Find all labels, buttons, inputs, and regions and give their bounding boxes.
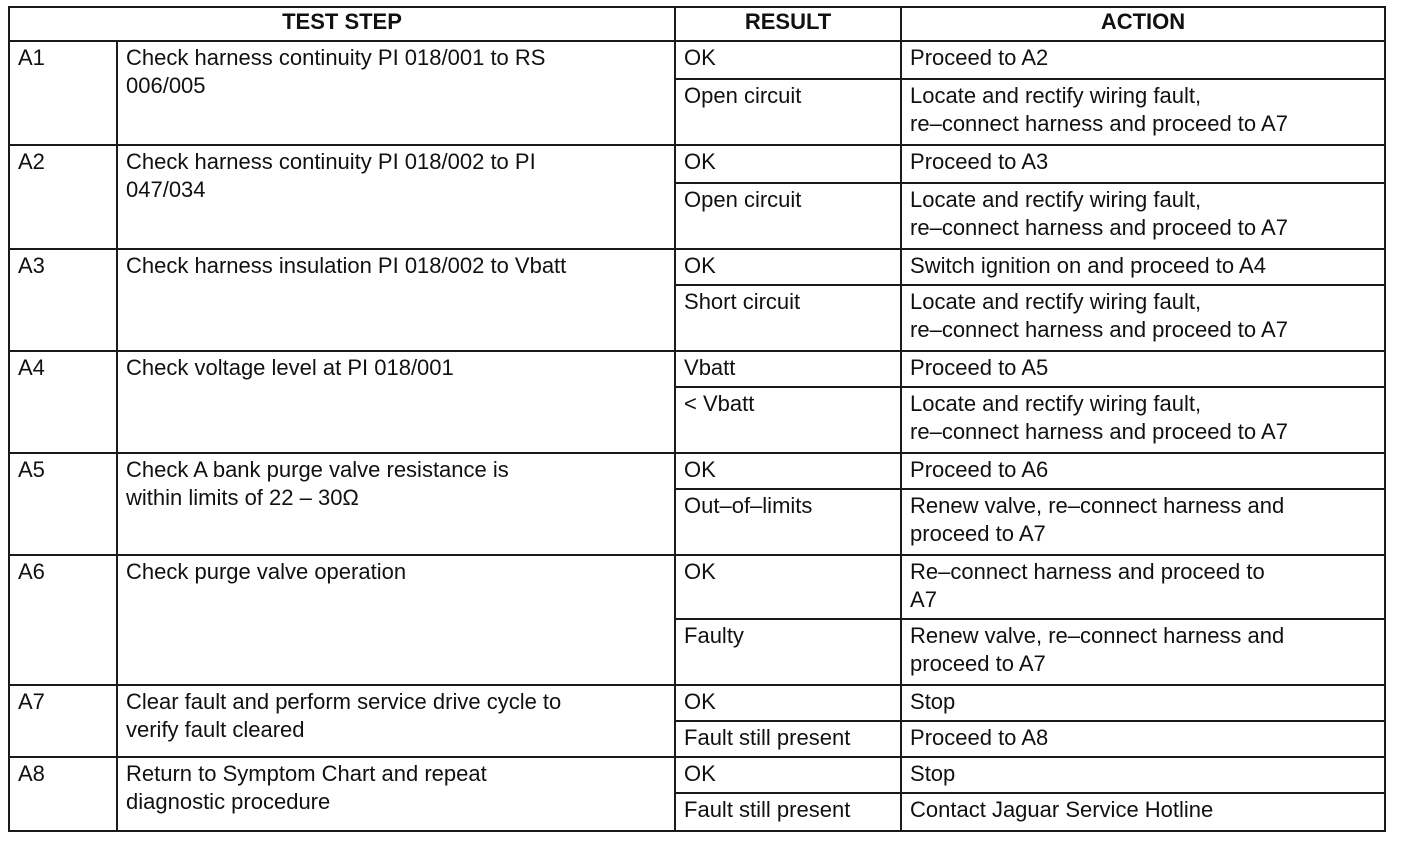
result-cell: OK [675, 453, 901, 489]
action-cell [901, 489, 1385, 555]
diagnostic-table [8, 6, 1386, 832]
table-row [9, 249, 1385, 285]
action-cell [901, 721, 1385, 757]
action-cell [901, 387, 1385, 453]
step-id: A3 [9, 249, 117, 351]
step-description-line: Check A bank purge valve resistance is [126, 457, 509, 482]
step-description-line: Check purge valve operation [126, 559, 407, 584]
step-description [117, 757, 675, 831]
step-id: A7 [9, 685, 117, 757]
step-description-line: Clear fault and perform service drive cycle to [126, 689, 562, 714]
step-id: A2 [9, 145, 117, 249]
action-line: Proceed to A6 [910, 457, 1049, 482]
step-description-line: within limits of 22 – 30Ω [126, 485, 359, 510]
step-description-line: Check harness continuity PI 018/001 to RS [126, 45, 546, 70]
table-row [9, 351, 1385, 387]
result-cell: Out–of–limits [675, 489, 901, 555]
table-body [9, 41, 1385, 831]
action-line: re–connect harness and proceed to A7 [910, 419, 1288, 444]
action-cell [901, 793, 1385, 831]
action-cell [901, 351, 1385, 387]
result-cell: OK [675, 249, 901, 285]
header-result: RESULT [675, 7, 901, 41]
table-row [9, 453, 1385, 489]
result-cell: OK [675, 555, 901, 619]
action-line: proceed to A7 [910, 521, 1046, 546]
action-line: A7 [910, 587, 937, 612]
action-line: Re–connect harness and proceed to [910, 559, 1265, 584]
table-row [9, 41, 1385, 79]
step-description [117, 685, 675, 757]
action-line: Locate and rectify wiring fault, [910, 289, 1202, 314]
action-line: Locate and rectify wiring fault, [910, 187, 1202, 212]
step-description [117, 249, 675, 351]
action-line: Renew valve, re–connect harness and [910, 623, 1285, 648]
result-cell: Open circuit [675, 79, 901, 145]
action-line: Switch ignition on and proceed to A4 [910, 253, 1266, 278]
step-description-line: Return to Symptom Chart and repeat [126, 761, 487, 786]
step-id: A8 [9, 757, 117, 831]
action-line: Locate and rectify wiring fault, [910, 391, 1202, 416]
header-action: ACTION [901, 7, 1385, 41]
result-cell: Faulty [675, 619, 901, 685]
step-description-line: Check harness continuity PI 018/002 to PI [126, 149, 536, 174]
step-description-line: diagnostic procedure [126, 789, 331, 814]
result-cell: Vbatt [675, 351, 901, 387]
table-row [9, 685, 1385, 721]
action-cell [901, 685, 1385, 721]
result-cell: Fault still present [675, 793, 901, 831]
result-cell: OK [675, 41, 901, 79]
header-test-step: TEST STEP [9, 7, 675, 41]
action-cell [901, 249, 1385, 285]
step-id: A1 [9, 41, 117, 145]
result-cell: Open circuit [675, 183, 901, 249]
step-description [117, 453, 675, 555]
step-description [117, 41, 675, 145]
action-line: Stop [910, 761, 956, 786]
action-line: re–connect harness and proceed to A7 [910, 215, 1288, 240]
action-line: Proceed to A2 [910, 45, 1049, 70]
action-line: Contact Jaguar Service Hotline [910, 797, 1214, 822]
step-description-line: verify fault cleared [126, 717, 305, 742]
table-row [9, 757, 1385, 793]
step-description-line: 047/034 [126, 177, 206, 202]
step-id: A5 [9, 453, 117, 555]
action-line: proceed to A7 [910, 651, 1046, 676]
action-line: re–connect harness and proceed to A7 [910, 317, 1288, 342]
step-description [117, 351, 675, 453]
step-id: A6 [9, 555, 117, 685]
action-line: Proceed to A5 [910, 355, 1049, 380]
action-cell [901, 79, 1385, 145]
step-description-line: Check voltage level at PI 018/001 [126, 355, 454, 380]
action-cell [901, 555, 1385, 619]
step-id: A4 [9, 351, 117, 453]
result-cell: Fault still present [675, 721, 901, 757]
action-cell [901, 41, 1385, 79]
action-line: Renew valve, re–connect harness and [910, 493, 1285, 518]
action-cell [901, 453, 1385, 489]
action-cell [901, 145, 1385, 183]
step-description [117, 145, 675, 249]
action-line: Proceed to A3 [910, 149, 1049, 174]
result-cell: OK [675, 145, 901, 183]
action-line: Proceed to A8 [910, 725, 1049, 750]
step-description-line: Check harness insulation PI 018/002 to Vbatt [126, 253, 567, 278]
table-row [9, 555, 1385, 619]
result-cell: Short circuit [675, 285, 901, 351]
action-cell [901, 757, 1385, 793]
action-line: re–connect harness and proceed to A7 [910, 111, 1288, 136]
action-cell [901, 619, 1385, 685]
action-line: Stop [910, 689, 956, 714]
result-cell: < Vbatt [675, 387, 901, 453]
step-description [117, 555, 675, 685]
result-cell: OK [675, 757, 901, 793]
action-cell [901, 285, 1385, 351]
table-row [9, 145, 1385, 183]
header-row [9, 7, 1385, 41]
action-line: Locate and rectify wiring fault, [910, 83, 1202, 108]
step-description-line: 006/005 [126, 73, 206, 98]
result-cell: OK [675, 685, 901, 721]
action-cell [901, 183, 1385, 249]
